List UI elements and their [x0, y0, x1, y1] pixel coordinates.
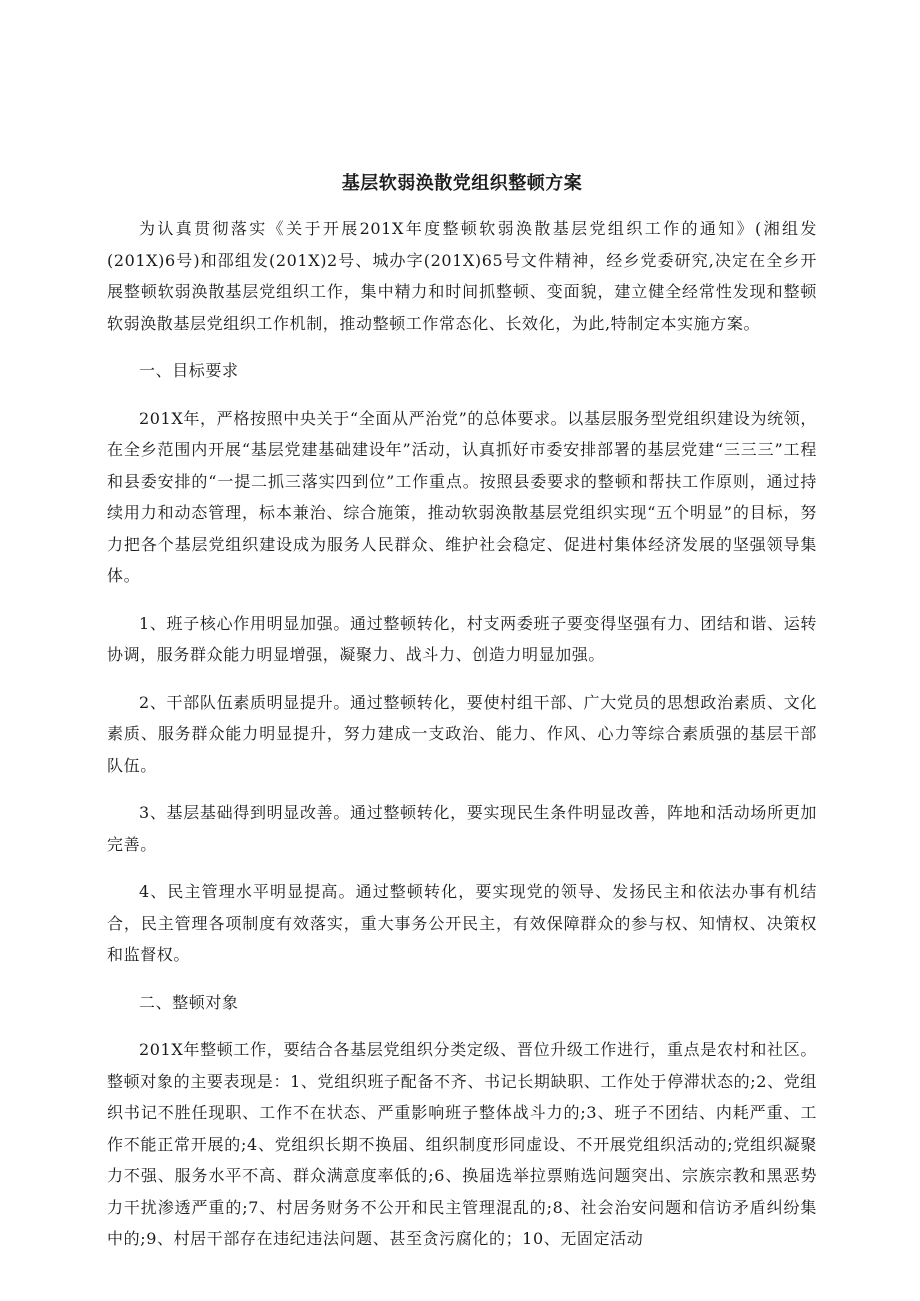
section-heading-targets: 二、整顿对象: [139, 992, 239, 1012]
intro-paragraph: 为认真贯彻落实《关于开展201X年度整顿软弱涣散基层党组织工作的通知》(湘组发(201X)6号)和邵组发(201X)2号、城办字(201X)65号文件精神，经乡党委研究,决定在全乡开展整顿软弱涣散基层党组织工作，集中精力和时间抓整顿、变面貌，建立健全经常性发现和整顿软弱涣散基层党组织工作机制，推动整顿工作常态化、长效化，为此,特制定本实施方案。: [107, 219, 817, 333]
goal-item: 1、班子核心作用明显加强。通过整顿转化，村支两委班子要变得坚强有力、团结和谐、运转协调，服务群众能力明显增强，凝聚力、战斗力、创造力明显加强。: [107, 613, 817, 664]
document-title: 基层软弱涣散党组织整顿方案: [341, 173, 583, 194]
goal-item: 3、基层基础得到明显改善。通过整顿转化，要实现民生条件明显改善，阵地和活动场所更加完善。: [107, 803, 817, 854]
section-heading-goals: 一、目标要求: [139, 361, 239, 380]
goal-item: 4、民主管理水平明显提高。通过整顿转化，要实现党的领导、发扬民主和依法办事有机结合，民主管理各项制度有效落实，重大事务公开民主，有效保障群众的参与权、知情权、决策权和监督权。: [107, 882, 817, 964]
targets-paragraph: 201X年整顿工作，要结合各基层党组织分类定级、晋位升级工作进行，重点是农村和社区。整顿对象的主要表现是：1、党组织班子配备不齐、书记长期缺职、工作处于停滞状态的;2、党组织书记不胜任现职、工作不在状态、严重影响班子整体战斗力的;3、班子不团结、内耗严重、工作不能正常开展的;4、党组织长期不换届、组织制度形同虚设、不开展党组织活动的;党组织凝聚力不强、服务水平不高、群众满意度率低的;6、换届选举拉票贿选问题突出、宗族宗教和黑恶势力干扰渗透严重的;7、村居务财务不公开和民主管理混乱的;8、社会治安问题和信访矛盾纠纷集中的;9、村居干部存在违纪违法问题、甚至贪污腐化的；10、无固定活动: [107, 1040, 817, 1248]
goals-paragraph: 201X年，严格按照中央关于“全面从严治党”的总体要求。以基层服务型党组织建设为统领，在全乡范围内开展“基层党建基础建设年”活动，认真抓好市委安排部署的基层党建“三三三”工程和县委安排的“一提二抓三落实四到位”工作重点。按照县委要求的整顿和帮扶工作原则，通过持续用力和动态管理，标本兼治、综合施策，推动软弱涣散基层党组织实现“五个明显”的目标，努力把各个基层党组织建设成为服务人民群众、维护社会稳定、促进村集体经济发展的坚强领导集体。: [107, 408, 817, 585]
document-page: [107, 171, 817, 1255]
goal-item: 2、干部队伍素质明显提升。通过整顿转化，要使村组干部、广大党员的思想政治素质、文化素质、服务群众能力明显提升，努力建成一支政治、能力、作风、心力等综合素质强的基层干部队伍。: [107, 692, 817, 775]
